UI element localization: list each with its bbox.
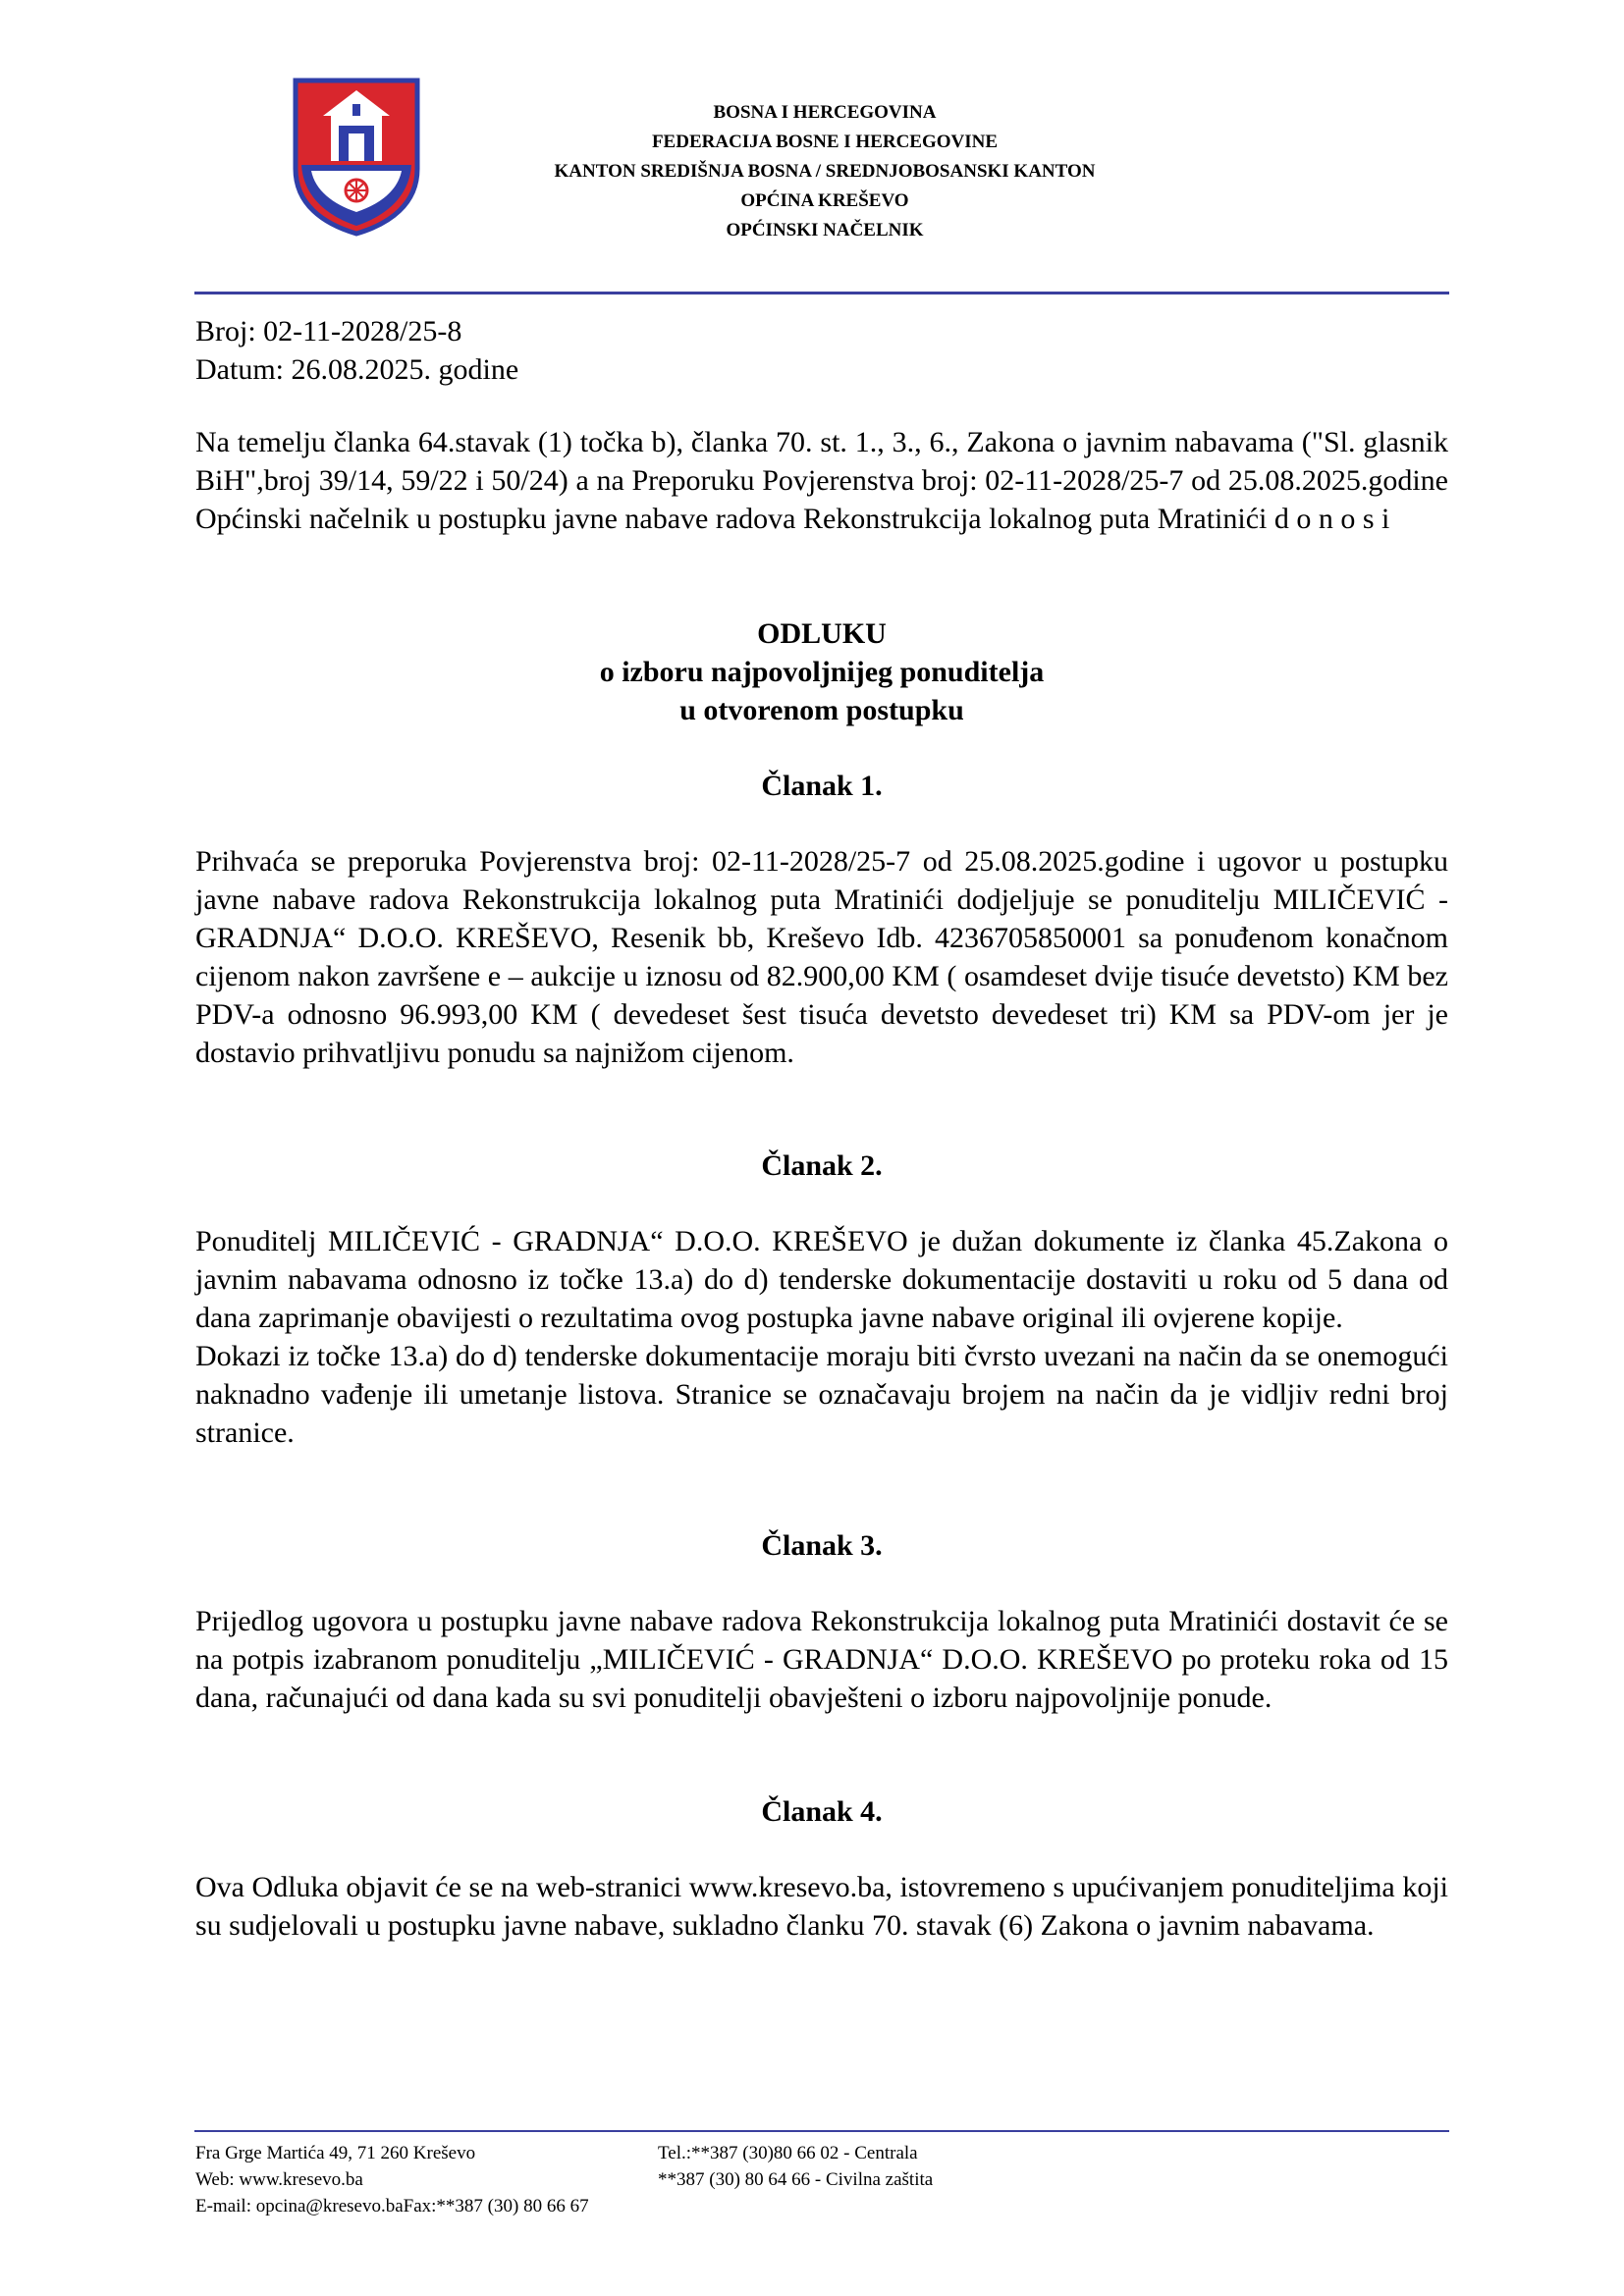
article-4-heading [195, 1792, 1448, 1831]
header-line-federation: FEDERACIJA BOSNE I HERCEGOVINE [651, 132, 999, 152]
footer-web: Web: www.kresevo.ba [195, 2169, 363, 2190]
decision-title [195, 614, 1448, 729]
intro-text: Na temelju članka 64.stavak (1) točka b), članka 70. st. 1., 3., 6., Zakona o javnim nabavama ("Sl. glasnik BiH",broj 39/14, 59/22 i 50/24) a na Preporuku Povjerenstva broj: 02-11-2028/25-7 od 25.08.2025.godine Općinski načelnik u postupku javne nabave radova Rekonstrukcija lokalnog puta Mratinići d o n o s i [195, 426, 1448, 535]
article-3-heading [195, 1526, 1448, 1565]
article-1-body [195, 842, 1448, 1072]
article-heading-text: Članak 4. [761, 1795, 883, 1828]
header-line-office: OPĆINSKI NAČELNIK [726, 220, 924, 240]
document-date: Datum: 26.08.2025. godine [195, 353, 519, 386]
article-3-paragraph-1: Prijedlog ugovora u postupku javne nabave radova Rekonstrukcija lokalnog puta Mratinići dostavit će se na potpis izabranom ponuditelju „MILIČEVIĆ - GRADNJA“ D.O.O. KREŠEVO po proteku roka od 15 dana, računajući od dana kada su svi ponuditelji obavješteni o izboru najpovoljnije ponude. [195, 1605, 1448, 1714]
footer-telephone: Tel.:**387 (30)80 66 02 - Centrala [658, 2143, 918, 2163]
document-meta [195, 312, 518, 389]
title-line-3: u otvorenom postupku [679, 694, 964, 726]
article-heading-text: Članak 1. [761, 770, 883, 802]
issuer-header [550, 98, 1100, 245]
footer-divider [194, 2130, 1449, 2132]
footer-email-fax: E-mail: opcina@kresevo.baFax:**387 (30) 80 66 67 [195, 2196, 589, 2216]
article-3-body [195, 1602, 1448, 1717]
article-1-heading [195, 767, 1448, 805]
article-heading-text: Članak 2. [761, 1149, 883, 1182]
document-number: Broj: 02-11-2028/25-8 [195, 315, 462, 347]
municipality-crest-logo [288, 75, 425, 238]
article-2-heading [195, 1147, 1448, 1185]
title-line-1: ODLUKU [757, 617, 887, 650]
header-line-country: BOSNA I HERCEGOVINA [713, 102, 937, 123]
intro-paragraph [195, 423, 1448, 538]
header-divider [194, 292, 1449, 294]
footer-address: Fra Grge Martića 49, 71 260 Kreševo [195, 2143, 476, 2163]
article-2-body [195, 1222, 1448, 1452]
article-2-paragraph-2: Dokazi iz točke 13.a) do d) tenderske dokumentacije moraju biti čvrsto uvezani na način da se onemogući naknadno vađenje ili umetanje listova. Stranice se označavaju brojem na način da je vidljiv redni broj stranice. [195, 1340, 1448, 1449]
title-line-2: o izboru najpovoljnijeg ponuditelja [599, 656, 1045, 688]
header-line-municipality: OPĆINA KREŠEVO [740, 190, 909, 211]
article-heading-text: Članak 3. [761, 1529, 883, 1562]
article-4-paragraph-1: Ova Odluka objavit će se na web-stranici www.kresevo.ba, istovremeno s upućivanjem ponuditeljima koji su sudjelovali u postupku javne nabave, sukladno članku 70. stavak (6) Zakona o javnim nabavama. [195, 1871, 1448, 1942]
article-2-paragraph-1: Ponuditelj MILIČEVIĆ - GRADNJA“ D.O.O. KREŠEVO je dužan dokumente iz članka 45.Zakona o javnim nabavama odnosno iz točke 13.a) do d) tenderske dokumentacije dostaviti u roku od 5 dana od dana zaprimanje obavijesti o rezultatima ovog postupka javne nabave original ili ovjerene kopije. [195, 1225, 1448, 1334]
header-line-canton: KANTON SREDIŠNJA BOSNA / SREDNJOBOSANSKI KANTON [554, 161, 1096, 182]
article-4-body [195, 1868, 1448, 1945]
article-1-paragraph-1: Prihvaća se preporuka Povjerenstva broj: 02-11-2028/25-7 od 25.08.2025.godine i ugovor u postupku javne nabave radova Rekonstrukcija lokalnog puta Mratinići dodjeljuje se ponuditelju MILIČEVIĆ - GRADNJA“ D.O.O. KREŠEVO, Resenik bb, Kreševo Idb. 4236705850001 sa ponuđenom konačnom cijenom nakon završene e – aukcije u iznosu od 82.900,00 KM ( osamdeset dvije tisuće devetsto) KM bez PDV-a odnosno 96.993,00 KM ( devedeset šest tisuća devetsto devedeset tri) KM sa PDV-om jer je dostavio prihvatljivu ponudu sa najnižom cijenom. [195, 845, 1448, 1069]
contact-footer [195, 2140, 934, 2219]
footer-civil-protection-phone: **387 (30) 80 64 66 - Civilna zaštita [658, 2169, 934, 2190]
